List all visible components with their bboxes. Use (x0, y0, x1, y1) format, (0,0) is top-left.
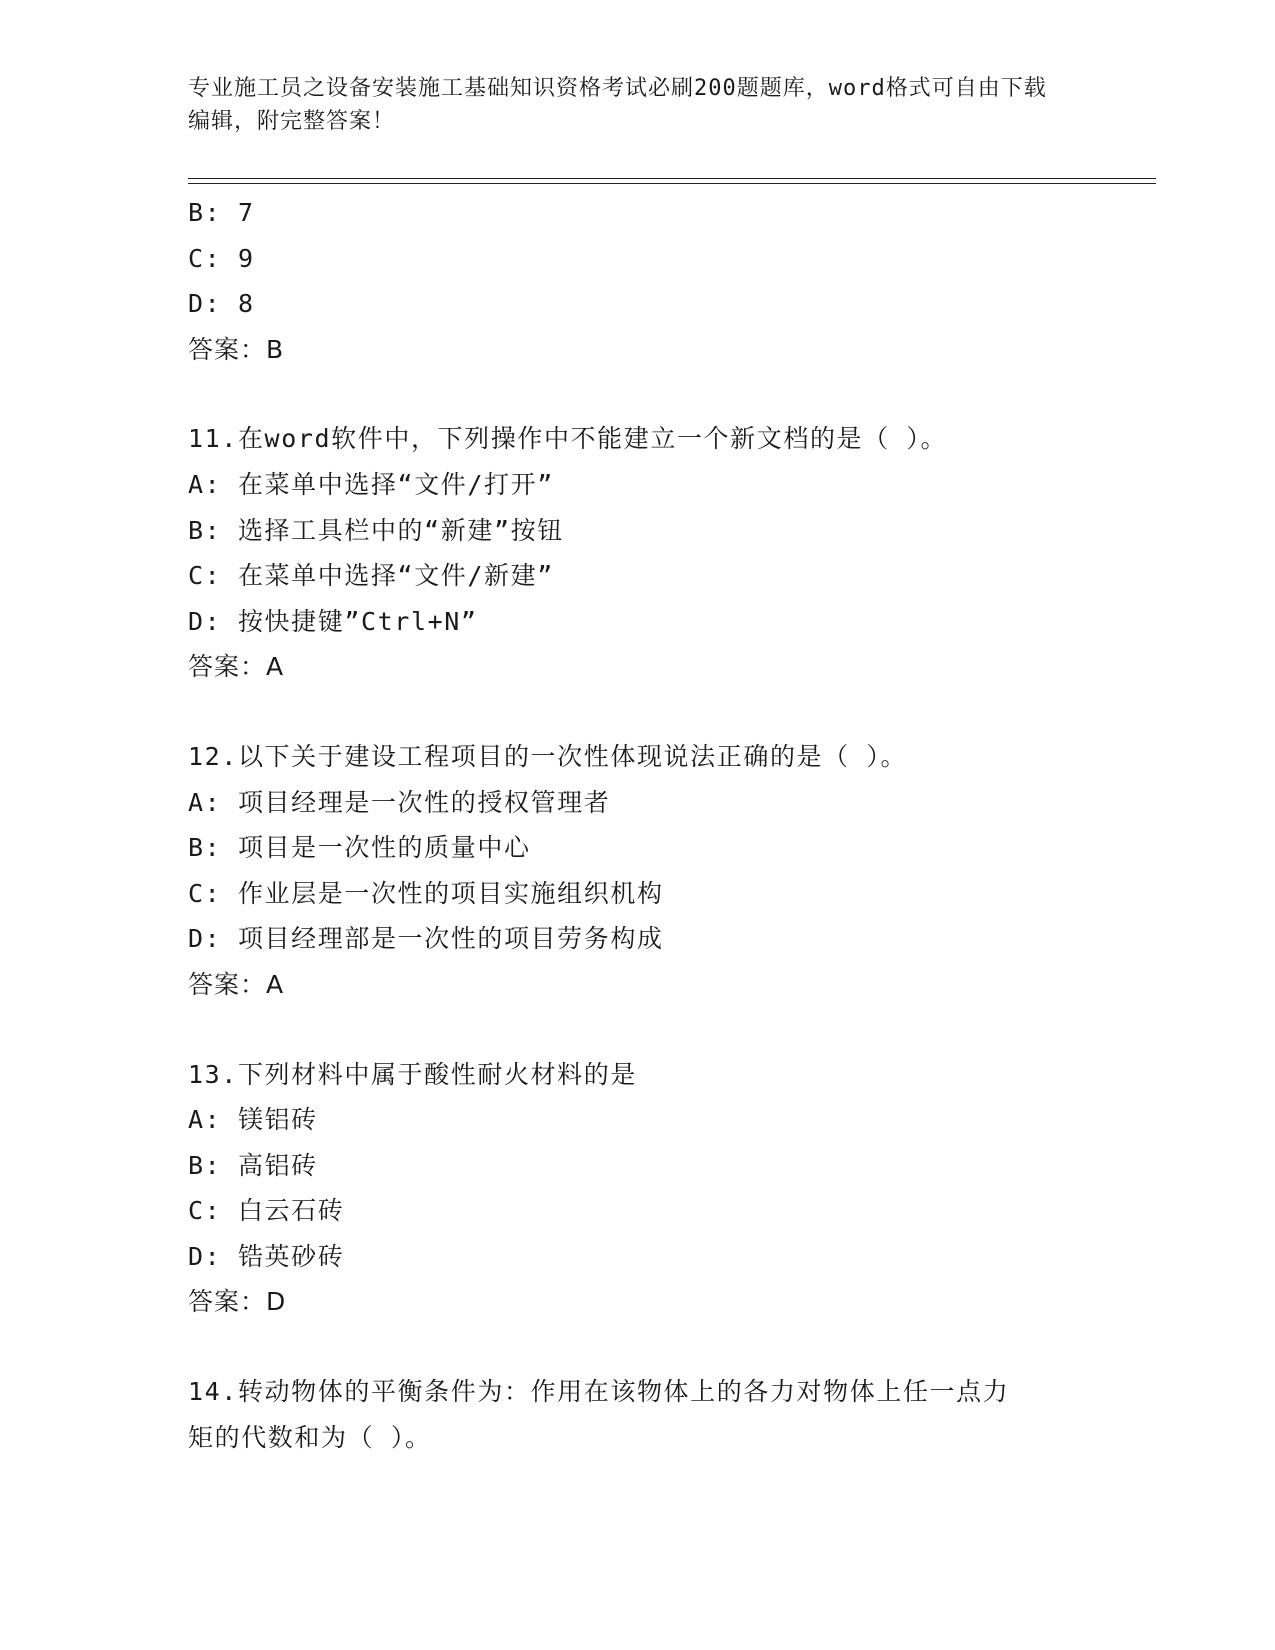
document-header: 专业施工员之设备安装施工基础知识资格考试必刷200题题库，word格式可自由下载编辑，附完整答案！ (188, 76, 1047, 134)
option-c: C: 作业层是一次性的项目实施组织机构 (188, 878, 664, 908)
option-b: B: 项目是一次性的质量中心 (188, 833, 531, 863)
question-text: 12.以下关于建设工程项目的一次性体现说法正确的是（ ）。 (188, 741, 908, 771)
option-a: A: 在菜单中选择“文件/打开” (188, 469, 554, 499)
option-b: B: 选择工具栏中的“新建”按钮 (188, 515, 564, 545)
option-c: C: 9 (188, 243, 255, 273)
option-d: D: 按快捷键”Ctrl+N” (188, 606, 478, 636)
option-a: A: 项目经理是一次性的授权管理者 (188, 787, 611, 817)
question-text-line2: 矩的代数和为（ ）。 (188, 1422, 432, 1452)
question-11 (188, 416, 1088, 690)
question-14 (188, 1369, 1088, 1460)
option-b: B: 7 (188, 198, 255, 227)
option-d: D: 8 (188, 289, 255, 319)
option-a: A: 镁铝砖 (188, 1105, 318, 1135)
question-12 (188, 734, 1088, 1008)
option-d: D: 项目经理部是一次性的项目劳务构成 (188, 924, 664, 954)
option-c: C: 在菜单中选择“文件/新建” (188, 561, 554, 591)
answer: 答案：A (188, 652, 285, 682)
question-prev (188, 190, 1088, 372)
header-rule-bottom (188, 183, 1156, 184)
question-13 (188, 1052, 1088, 1326)
header-rule-top (188, 178, 1156, 179)
answer: 答案：A (188, 969, 285, 999)
option-b: B: 高铝砖 (188, 1150, 318, 1180)
question-text: 11.在word软件中，下列操作中不能建立一个新文档的是（ ）。 (188, 424, 948, 454)
answer: 答案：B (188, 334, 285, 364)
question-text: 13.下列材料中属于酸性耐火材料的是 (188, 1059, 637, 1089)
option-c: C: 白云石砖 (188, 1196, 345, 1226)
answer: 答案：D (188, 1287, 287, 1317)
question-list (188, 190, 1088, 1460)
question-text-line1: 14.转动物体的平衡条件为：作用在该物体上的各力对物体上任一点力 (188, 1377, 1010, 1407)
option-d: D: 锆英砂砖 (188, 1241, 345, 1271)
